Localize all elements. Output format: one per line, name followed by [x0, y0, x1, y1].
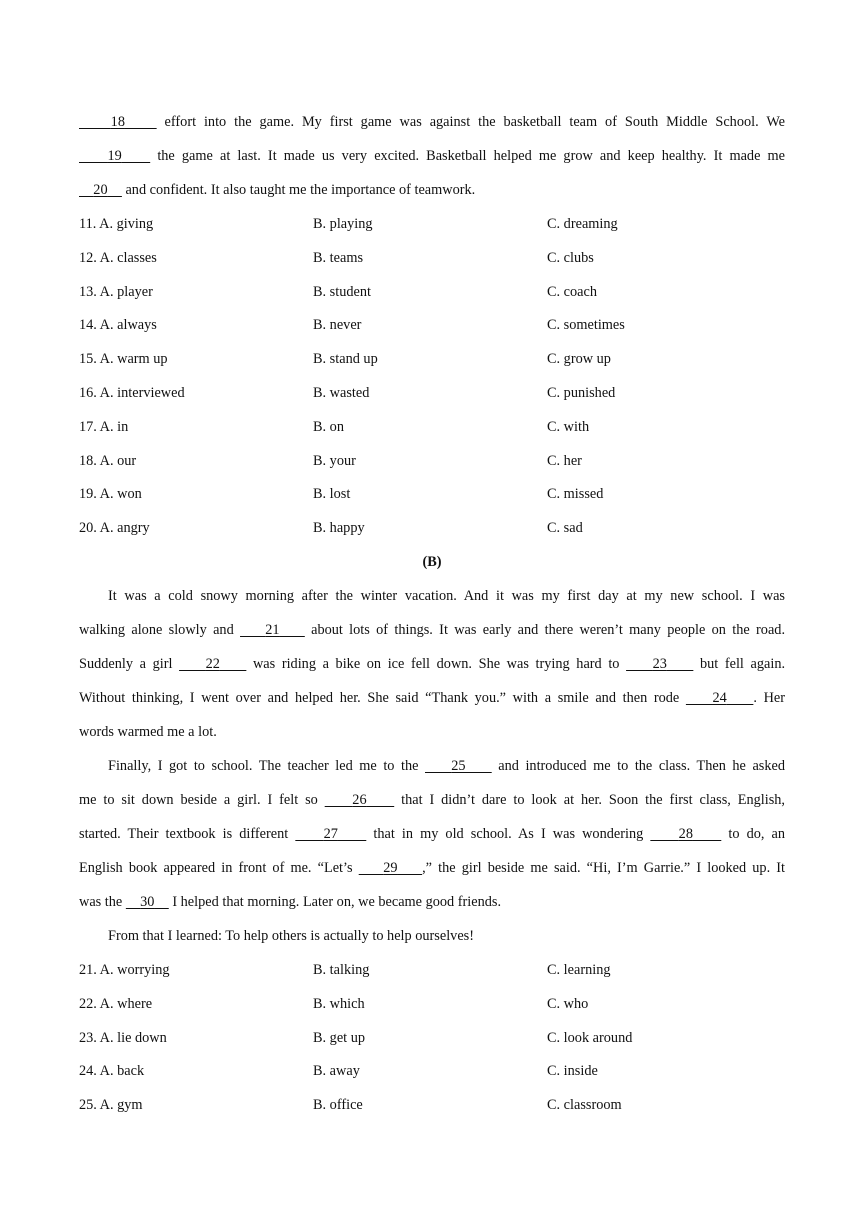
passage-b-paragraph-2: Finally, I got to school. The teacher led me to the 25 and introduced me to the class. Then he asked me to sit down beside a girl. I felt so 26 that I didn’t dare to look at her. Soon the first class, English, started. Their textbook is different 27 that in my old school. As I was wondering 28 to do, an English book appeared in front of me. “Let’s 29 ,” the girl beside me said. “Hi, I’m Garrie.” I looked up. It was the 30 I helped that morning. Later on, we became good friends.: [79, 757, 786, 910]
option-c: C. punished: [547, 384, 616, 401]
option-a: 16. A. interviewed: [79, 384, 185, 401]
page-content: [79, 109, 785, 1126]
option-b: B. never: [313, 317, 362, 334]
blank-20: 20: [93, 182, 108, 198]
section-b-heading: (B): [422, 553, 442, 570]
option-row-25: [79, 1092, 785, 1126]
option-c: C. inside: [547, 1063, 598, 1080]
blank-22: 22: [205, 655, 220, 672]
passage-a-line-19: 19 the game at last. It made us very excited. Basketball helped me grow and keep healthy. It made me: [79, 143, 785, 177]
option-a: 15. A. warm up: [79, 351, 168, 368]
option-b: B. away: [313, 1063, 360, 1080]
option-row-17: [79, 414, 785, 448]
options-list-a: [79, 211, 785, 549]
option-c: C. coach: [547, 283, 598, 300]
option-b: B. teams: [313, 249, 364, 266]
option-c: C. grow up: [547, 351, 611, 368]
option-c: C. who: [547, 995, 589, 1012]
option-c: C. look around: [547, 1029, 633, 1046]
option-a: 12. A. classes: [79, 249, 157, 266]
blank-26: 26: [352, 791, 367, 808]
blank-21: 21: [265, 621, 280, 638]
option-c: C. sometimes: [547, 317, 625, 334]
passage-a-line-18: 18 effort into the game. My first game was against the basketball team of South Middle School. We: [79, 109, 785, 143]
option-a: 25. A. gym: [79, 1097, 143, 1114]
option-row-19: [79, 481, 785, 515]
option-row-11: [79, 211, 785, 245]
blank-30: 30: [140, 893, 155, 910]
option-row-12: [79, 245, 785, 279]
option-row-24: [79, 1058, 785, 1092]
option-b: B. which: [313, 995, 365, 1012]
option-a: 18. A. our: [79, 452, 137, 469]
options-list-b: [79, 957, 785, 1126]
blank-27: 27: [323, 825, 338, 842]
blank-28: 28: [678, 825, 693, 842]
blank-25: 25: [451, 757, 466, 774]
option-c: C. sad: [547, 520, 583, 537]
blank-18: 18: [110, 114, 125, 130]
option-c: C. missed: [547, 486, 604, 503]
option-row-23: [79, 1025, 785, 1059]
option-b: B. lost: [313, 486, 351, 503]
option-a: 17. A. in: [79, 418, 129, 435]
option-b: B. talking: [313, 961, 370, 978]
option-a: 21. A. worrying: [79, 961, 170, 978]
option-row-18: [79, 448, 785, 482]
option-a: 13. A. player: [79, 283, 153, 300]
option-c: C. learning: [547, 961, 611, 978]
option-b: B. playing: [313, 216, 373, 232]
option-c: C. with: [547, 418, 590, 435]
option-b: B. on: [313, 418, 344, 435]
option-b: B. happy: [313, 520, 365, 537]
blank-19: 19: [107, 148, 122, 164]
option-row-13: [79, 279, 785, 313]
option-row-20: [79, 515, 785, 549]
option-b: B. get up: [313, 1029, 366, 1046]
blank-29: 29: [383, 859, 398, 876]
option-c: C. her: [547, 452, 582, 469]
option-a: 23. A. lie down: [79, 1029, 167, 1046]
option-a: 22. A. where: [79, 995, 153, 1012]
option-a: 19. A. won: [79, 486, 142, 503]
option-c: C. dreaming: [547, 216, 618, 232]
option-row-22: [79, 991, 785, 1025]
option-b: B. student: [313, 283, 371, 300]
passage-b-paragraph-1: It was a cold snowy morning after the winter vacation. And it was my first day at my new school. I was walking alone slowly and 21 about lots of things. It was early and there weren’t many people on the road. Suddenly a girl 22 was riding a bike on ice fell down. She was trying hard to 23 but fell again. Without thinking, I went over and helped her. She said “Thank you.” with a smile and then rode 24 . Her words warmed me a lot.: [79, 587, 786, 740]
option-a: 11. A. giving: [79, 216, 154, 232]
passage-b-paragraph-3: From that I learned: To help others is actually to help ourselves!: [108, 927, 474, 944]
option-b: B. office: [313, 1097, 363, 1114]
option-row-15: [79, 346, 785, 380]
option-c: C. classroom: [547, 1097, 622, 1114]
option-a: 14. A. always: [79, 317, 157, 334]
option-row-14: [79, 312, 785, 346]
option-c: C. clubs: [547, 249, 594, 266]
option-a: 20. A. angry: [79, 520, 150, 537]
option-a: 24. A. back: [79, 1063, 145, 1080]
blank-23: 23: [652, 655, 667, 672]
option-row-16: [79, 380, 785, 414]
passage-a-line-20: 20 and confident. It also taught me the importance of teamwork.: [79, 177, 785, 211]
blank-24: 24: [712, 689, 727, 706]
option-b: B. your: [313, 452, 356, 469]
option-row-21: [79, 957, 785, 991]
option-b: B. stand up: [313, 351, 378, 368]
option-b: B. wasted: [313, 384, 370, 401]
